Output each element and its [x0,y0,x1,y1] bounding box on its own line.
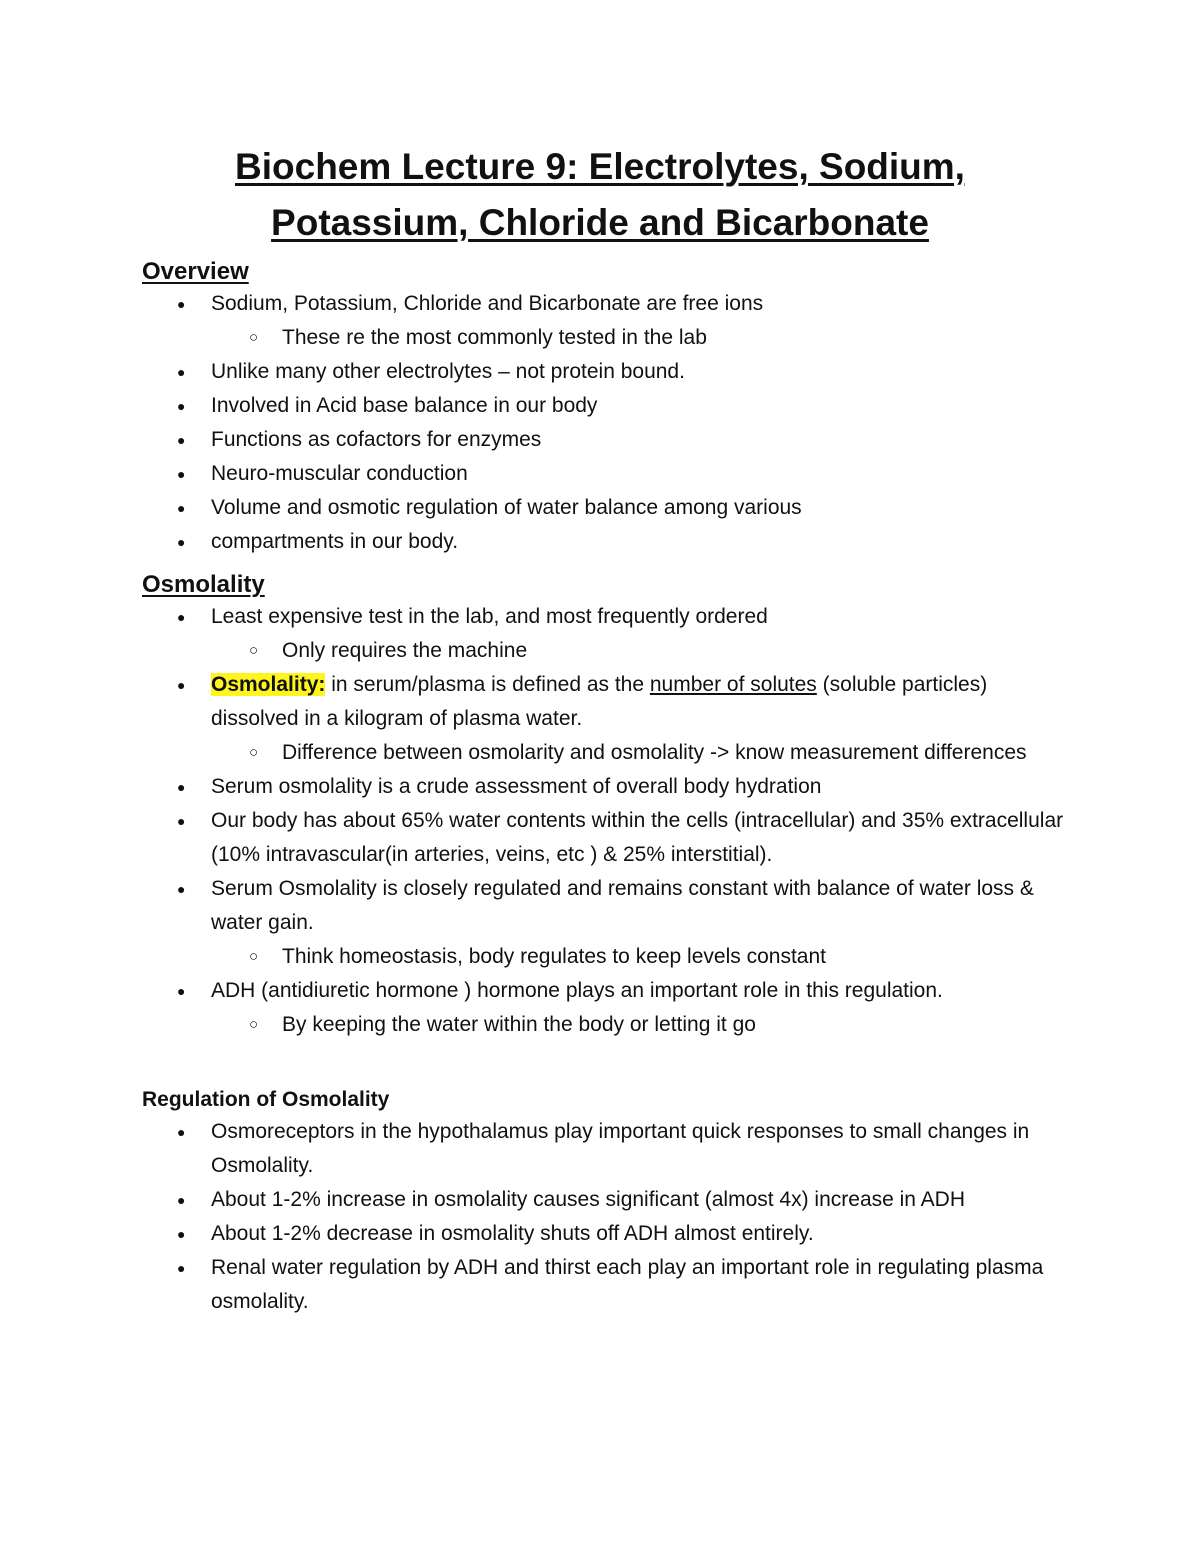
list-item-definition [0,668,1200,736]
bullet-icon: ● [177,1226,186,1242]
list-item [0,770,1200,804]
title-line-1: Biochem Lecture 9: Electrolytes, Sodium, [235,146,965,187]
bullet-icon: ● [177,466,186,482]
sub-bullet-icon: ○ [249,642,259,659]
osmolality-list [0,600,1200,1042]
item-text: Our body has about 65% water contents within the cells (intracellular) and 35% extracellular (10% intravascular(in arteries, veins, etc ) & 25% interstitial). [211,809,1064,866]
item-text: Sodium, Potassium, Chloride and Bicarbonate are free ions [211,292,764,315]
bullet-icon: ● [177,364,186,380]
item-text: These re the most commonly tested in the lab [282,326,707,349]
sub-bullet-icon: ○ [249,948,259,965]
list-item [0,1115,1200,1183]
bullet-icon: ● [177,534,186,550]
highlighted-term: Osmolality: [211,673,326,696]
item-text: ADH (antidiuretic hormone ) hormone plays an important role in this regulation. [211,979,943,1002]
osmolality-section [0,570,1200,1042]
definition-text-end: (soluble particles) dissolved in a kilogram of plasma water. [211,673,988,730]
item-text: Only requires the machine [282,639,528,662]
sub-list-item [0,634,1200,668]
bullet-icon: ● [177,1192,186,1208]
bullet-icon: ● [177,677,186,693]
sub-list-item [0,940,1200,974]
regulation-list [0,1115,1200,1319]
regulation-heading: Regulation of Osmolality [142,1088,390,1111]
item-text: Serum osmolality is a crude assessment of overall body hydration [211,775,822,798]
item-text: Osmoreceptors in the hypothalamus play important quick responses to small changes in Osmolality. [211,1120,1030,1177]
regulation-section [0,1085,1200,1319]
list-item [0,355,1200,389]
sub-bullet-icon: ○ [249,744,259,761]
item-text: Involved in Acid base balance in our body [211,394,598,417]
bullet-icon: ● [177,1260,186,1276]
item-text: Difference between osmolarity and osmolality -> know measurement differences [282,741,1027,764]
item-text: Functions as cofactors for enzymes [211,428,542,451]
list-item [0,525,1200,559]
osmolality-heading: Osmolality [142,571,265,598]
item-text: Serum Osmolality is closely regulated and remains constant with balance of water loss & water gain. [211,877,1034,934]
bullet-icon: ● [177,609,186,625]
list-item [0,389,1200,423]
item-text: Neuro-muscular conduction [211,462,468,485]
list-item [0,1251,1200,1319]
list-item [0,287,1200,321]
bullet-icon: ● [177,432,186,448]
bullet-icon: ● [177,296,186,312]
list-item [0,974,1200,1008]
list-item [0,872,1200,940]
list-item [0,600,1200,634]
sub-list-item [0,321,1200,355]
definition-text: in serum/plasma is defined as the [325,673,650,696]
bullet-icon: ● [177,779,186,795]
sub-list-item [0,736,1200,770]
list-item [0,804,1200,872]
item-text: Least expensive test in the lab, and most frequently ordered [211,605,768,628]
bullet-icon: ● [177,983,186,999]
list-item [0,423,1200,457]
item-text: Renal water regulation by ADH and thirst each play an important role in regulating plasma osmolality. [211,1256,1044,1313]
overview-heading: Overview [142,258,249,285]
bullet-icon: ● [177,500,186,516]
title-line-2: Potassium, Chloride and Bicarbonate [271,202,929,243]
overview-list [0,287,1200,559]
overview-section [0,257,1200,559]
sub-bullet-icon: ○ [249,1016,259,1033]
sub-list-item [0,1008,1200,1042]
list-item [0,491,1200,525]
underlined-text: number of solutes [649,673,817,696]
list-item [0,1217,1200,1251]
item-text: Volume and osmotic regulation of water balance among various [211,496,802,519]
bullet-icon: ● [177,813,186,829]
item-text: Unlike many other electrolytes – not protein bound. [211,360,685,383]
bullet-icon: ● [177,398,186,414]
list-item [0,1183,1200,1217]
bullet-icon: ● [177,881,186,897]
item-text: compartments in our body. [211,530,459,553]
item-text: By keeping the water within the body or letting it go [282,1013,756,1036]
item-text: About 1-2% decrease in osmolality shuts off ADH almost entirely. [211,1222,814,1245]
bullet-icon: ● [177,1124,186,1140]
list-item [0,457,1200,491]
item-text: Think homeostasis, body regulates to keep levels constant [282,945,826,968]
sub-bullet-icon: ○ [249,329,259,346]
item-text: About 1-2% increase in osmolality causes significant (almost 4x) increase in ADH [211,1188,966,1211]
